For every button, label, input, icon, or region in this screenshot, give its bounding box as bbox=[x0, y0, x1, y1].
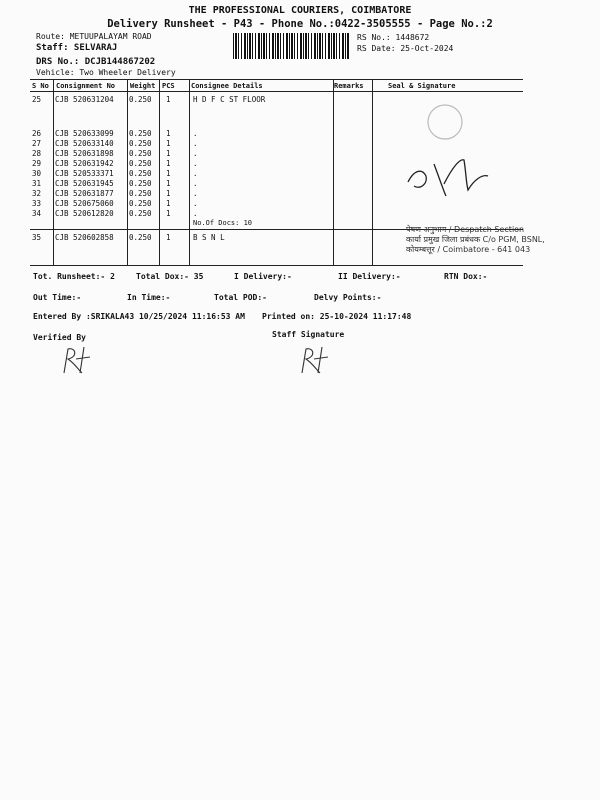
col-divider bbox=[159, 79, 160, 265]
col-header-seal: Seal & Signature bbox=[388, 82, 456, 90]
cell-sno: 35 bbox=[32, 233, 42, 242]
cell-pcs: 1 bbox=[166, 95, 171, 104]
total-runsheet: Tot. Runsheet:- 2 bbox=[33, 272, 115, 281]
rs-date: RS Date: 25-Oct-2024 bbox=[357, 44, 454, 53]
col-divider bbox=[372, 79, 373, 265]
col-header-pcs: PCS bbox=[162, 82, 175, 90]
i-delivery: I Delivery:- bbox=[234, 272, 292, 281]
col-divider bbox=[53, 79, 54, 265]
in-time: In Time:- bbox=[127, 293, 171, 302]
cell-consignment: CJB 520631942 bbox=[55, 159, 114, 168]
cell-consignment: CJB 520602858 bbox=[55, 233, 114, 242]
cell-consignee: . bbox=[193, 159, 198, 168]
handwritten-signature bbox=[400, 150, 495, 200]
cell-weight: 0.250 bbox=[129, 139, 152, 148]
cell-weight: 0.250 bbox=[129, 209, 152, 218]
col-header-sno: S No bbox=[32, 82, 49, 90]
col-header-consignment: Consignment No bbox=[56, 82, 116, 90]
cell-pcs: 1 bbox=[166, 233, 171, 242]
verified-signature bbox=[58, 343, 94, 377]
ii-delivery: II Delivery:- bbox=[338, 272, 401, 281]
verified-by: Verified By bbox=[33, 333, 86, 342]
cell-sno: 27 bbox=[32, 139, 42, 148]
delvy-points: Delvy Points:- bbox=[314, 293, 382, 302]
cell-consignee: B S N L bbox=[193, 233, 225, 242]
cell-weight: 0.250 bbox=[129, 179, 152, 188]
printed-on: Printed on: 25-10-2024 11:17:48 bbox=[262, 312, 412, 321]
company-title: THE PROFESSIONAL COURIERS, COIMBATORE bbox=[188, 5, 412, 16]
out-time: Out Time:- bbox=[33, 293, 82, 302]
faded-stamp bbox=[425, 102, 465, 142]
cell-sno: 34 bbox=[32, 209, 42, 218]
cell-consignee: . bbox=[193, 179, 198, 188]
cell-consignee: . bbox=[193, 129, 198, 138]
cell-weight: 0.250 bbox=[129, 233, 152, 242]
entered-by: Entered By :SRIKALA43 10/25/2024 11:16:53 AM bbox=[33, 312, 245, 321]
cell-weight: 0.250 bbox=[129, 149, 152, 158]
cell-pcs: 1 bbox=[166, 169, 171, 178]
stamp-line: कोयम्बत्तूर / Coimbatore - 641 043 bbox=[406, 245, 531, 254]
cell-pcs: 1 bbox=[166, 129, 171, 138]
cell-consignment: CJB 520612820 bbox=[55, 209, 114, 218]
cell-pcs: 1 bbox=[166, 139, 171, 148]
col-divider bbox=[127, 79, 128, 265]
cell-pcs: 1 bbox=[166, 199, 171, 208]
total-pod: Total POD:- bbox=[214, 293, 267, 302]
cell-sno: 29 bbox=[32, 159, 42, 168]
col-header-weight: Weight bbox=[130, 82, 156, 90]
cell-sno: 26 bbox=[32, 129, 42, 138]
cell-weight: 0.250 bbox=[129, 169, 152, 178]
col-header-remarks: Remarks bbox=[334, 82, 364, 90]
stamp-line: कार्या प्रमुख जिला प्रबंधक C/o PGM, BSNL, bbox=[406, 235, 545, 244]
cell-pcs: 1 bbox=[166, 189, 171, 198]
cell-weight: 0.250 bbox=[129, 95, 152, 104]
table-bottom-border bbox=[30, 265, 523, 266]
cell-consignment: CJB 520633140 bbox=[55, 139, 114, 148]
cell-consignment: CJB 520631204 bbox=[55, 95, 114, 104]
cell-pcs: 1 bbox=[166, 149, 171, 158]
cell-consignee: . bbox=[193, 149, 198, 158]
route-label: Route: METUUPALAYAM ROAD bbox=[36, 32, 152, 41]
drs-label: DRS No.: DCJB144867202 bbox=[36, 57, 156, 67]
cell-consignee: . bbox=[193, 209, 198, 218]
cell-pcs: 1 bbox=[166, 209, 171, 218]
cell-consignee: H D F C ST FLOOR bbox=[193, 95, 266, 104]
cell-weight: 0.250 bbox=[129, 159, 152, 168]
table-header-bottom bbox=[30, 91, 523, 92]
cell-consignment: CJB 520675060 bbox=[55, 199, 114, 208]
table-top-border bbox=[30, 79, 523, 80]
cell-sno: 33 bbox=[32, 199, 42, 208]
cell-pcs: 1 bbox=[166, 179, 171, 188]
cell-weight: 0.250 bbox=[129, 199, 152, 208]
cell-sno: 28 bbox=[32, 149, 42, 158]
cell-sno: 32 bbox=[32, 189, 42, 198]
staff-signature-label: Staff Signature bbox=[272, 330, 345, 339]
cell-weight: 0.250 bbox=[129, 189, 152, 198]
cell-sno: 31 bbox=[32, 179, 42, 188]
no-of-docs: No.Of Docs: 10 bbox=[193, 219, 253, 227]
cell-sno: 25 bbox=[32, 95, 42, 104]
cell-consignment: CJB 520633099 bbox=[55, 129, 114, 138]
cell-consignment: CJB 520631945 bbox=[55, 179, 114, 188]
cell-weight: 0.250 bbox=[129, 129, 152, 138]
staff-label: Staff: SELVARAJ bbox=[36, 43, 118, 53]
cell-consignment: CJB 520533371 bbox=[55, 169, 114, 178]
bsnl-stamp bbox=[406, 225, 545, 255]
cell-consignee: . bbox=[193, 199, 198, 208]
vehicle-label: Vehicle: Two Wheeler Delivery bbox=[36, 68, 176, 77]
runsheet-title: Delivery Runsheet - P43 - Phone No.:0422-3505555 - Page No.:2 bbox=[107, 18, 493, 30]
rtn-dox: RTN Dox:- bbox=[444, 272, 488, 281]
total-dox: Total Dox:- 35 bbox=[136, 272, 204, 281]
col-header-consignee: Consignee Details bbox=[191, 82, 263, 90]
cell-consignment: CJB 520631898 bbox=[55, 149, 114, 158]
col-divider bbox=[333, 79, 334, 265]
barcode bbox=[233, 33, 349, 59]
cell-consignee: . bbox=[193, 169, 198, 178]
rs-no: RS No.: 1448672 bbox=[357, 33, 430, 42]
cell-sno: 30 bbox=[32, 169, 42, 178]
staff-signature bbox=[296, 343, 332, 377]
cell-consignee: . bbox=[193, 189, 198, 198]
cell-consignee: . bbox=[193, 139, 198, 148]
cell-pcs: 1 bbox=[166, 159, 171, 168]
cell-consignment: CJB 520631877 bbox=[55, 189, 114, 198]
col-divider bbox=[189, 79, 190, 265]
stamp-line: पेषण अनुभाग / Despatch Section bbox=[406, 225, 525, 234]
